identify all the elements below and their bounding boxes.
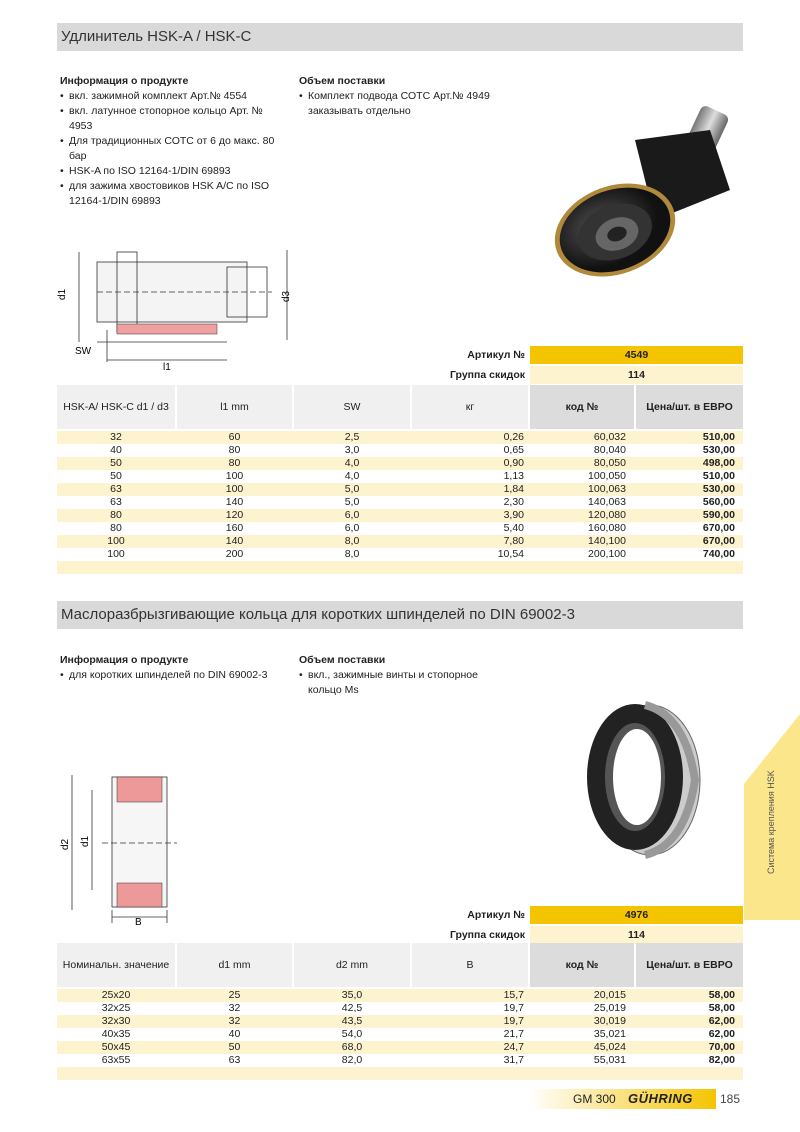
table-row <box>57 561 743 574</box>
table-row <box>57 522 743 535</box>
product-info-2 <box>60 653 290 683</box>
supply-heading: Объем поставки <box>299 654 386 666</box>
table-cell: 35,021 <box>593 1028 626 1040</box>
table-cell <box>530 1067 626 1080</box>
table-cell: 19,7 <box>503 1002 524 1014</box>
table-row <box>57 444 743 457</box>
table-cell: 80,040 <box>593 444 626 456</box>
table-cell: 0,65 <box>503 444 524 456</box>
table-cell: 32 <box>228 1015 241 1027</box>
table-cell: 80 <box>228 444 241 456</box>
article-block-1 <box>380 346 743 382</box>
table-cell: 4,0 <box>344 457 360 469</box>
table-cell: 58,00 <box>708 1002 735 1014</box>
info-item: • вкл. зажимной комплект Арт.№ 4554 <box>60 89 275 104</box>
table-cell: 50x45 <box>101 1041 131 1053</box>
discount-value: 114 <box>530 366 743 384</box>
table-cell: 2,5 <box>344 431 360 443</box>
table-cell: 740,00 <box>702 548 735 560</box>
table-cell <box>294 561 410 574</box>
table-cell: 63x55 <box>101 1054 131 1066</box>
table-cell: 3,90 <box>503 509 524 521</box>
col-header: код № <box>530 943 634 987</box>
table-cell: 8,0 <box>344 548 360 560</box>
info-heading: Информация о продукте <box>60 75 189 87</box>
table-cell: 200 <box>225 548 244 560</box>
table-cell: 80 <box>228 457 241 469</box>
table-cell: 1,84 <box>503 483 524 495</box>
table-row <box>57 509 743 522</box>
table-cell <box>412 1067 524 1080</box>
table-cell: 58,00 <box>708 989 735 1001</box>
table-cell: 50 <box>110 470 122 482</box>
table-cell: 50 <box>110 457 122 469</box>
table-cell: 100 <box>225 470 244 482</box>
table-cell: 19,7 <box>503 1015 524 1027</box>
table-cell: 8,0 <box>344 535 360 547</box>
col-header: d2 mm <box>294 943 410 987</box>
table-cell: 530,00 <box>702 444 735 456</box>
table-row <box>57 431 743 444</box>
info-item: • HSK-A по ISO 12164-1/DIN 69893 <box>60 164 275 179</box>
col-header: l1 mm <box>177 385 292 429</box>
table-cell <box>57 561 175 574</box>
table-cell: 25,019 <box>593 1002 626 1014</box>
footer <box>530 1089 743 1109</box>
table-cell: 30,019 <box>593 1015 626 1027</box>
col-header: Цена/шт. в ЕВРО <box>636 943 743 987</box>
table-cell: 5,0 <box>344 496 360 508</box>
table-cell: 45,024 <box>593 1041 626 1053</box>
table-cell <box>177 561 292 574</box>
side-tab-label: Система крепления HSK <box>766 770 776 874</box>
col-header: Цена/шт. в ЕВРО <box>636 385 743 429</box>
table-cell: 70,00 <box>708 1041 735 1053</box>
article-number: 4549 <box>530 346 743 364</box>
extension-photo <box>545 100 745 285</box>
extension-drawing <box>57 242 302 372</box>
table-cell: 100 <box>107 548 125 560</box>
col-header: HSK-A/ HSK-C d1 / d3 <box>57 385 175 429</box>
table-cell: 140,063 <box>588 496 626 508</box>
oil-ring-photo <box>575 695 705 860</box>
table-cell: 560,00 <box>702 496 735 508</box>
table-row <box>57 1041 743 1054</box>
col-header: SW <box>294 385 410 429</box>
table-cell: 15,7 <box>503 989 524 1001</box>
table-cell: 32 <box>228 1002 241 1014</box>
table-cell: 510,00 <box>702 431 735 443</box>
table-cell: 510,00 <box>702 470 735 482</box>
table-row <box>57 1002 743 1015</box>
table-cell: 31,7 <box>503 1054 524 1066</box>
table-cell <box>177 1067 292 1080</box>
table-cell: 60 <box>228 431 241 443</box>
table-cell: 63 <box>110 496 122 508</box>
info-item: • вкл. латунное стопорное кольцо Арт. № 4953 <box>60 104 275 134</box>
table-cell: 100,063 <box>588 483 626 495</box>
table-cell: 60,032 <box>593 431 626 443</box>
table-cell: 32 <box>110 431 122 443</box>
dim-b: B <box>135 917 142 925</box>
oil-ring-drawing <box>57 765 187 925</box>
table-row <box>57 1054 743 1067</box>
table-cell: 120 <box>225 509 244 521</box>
table-cell: 0,26 <box>503 431 524 443</box>
table-cell: 43,5 <box>341 1015 363 1027</box>
table-cell: 4,0 <box>344 470 360 482</box>
table-cell: 140 <box>225 535 244 547</box>
supply-info-1 <box>299 74 514 119</box>
table-cell: 40 <box>228 1028 241 1040</box>
supply-item: • вкл., зажимные винты и стопорное кольцо Ms <box>299 668 479 698</box>
section-title-oil-rings: Маслоразбрызгивающие кольца для коротких шпинделей по DIN 69002-3 <box>57 601 743 629</box>
side-tab <box>744 714 800 920</box>
discount-label: Группа скидок <box>450 929 525 941</box>
table-cell: 100 <box>107 535 125 547</box>
product-info-1 <box>60 74 275 209</box>
page-number: 185 <box>720 1092 741 1106</box>
table-cell: 40 <box>110 444 122 456</box>
table-cell <box>412 561 524 574</box>
table-cell: 10,54 <box>497 548 524 560</box>
table-row <box>57 548 743 561</box>
table-row <box>57 483 743 496</box>
table-cell: 25 <box>228 989 241 1001</box>
table-cell: 200,100 <box>588 548 626 560</box>
col-header: код № <box>530 385 634 429</box>
table-cell: 82,0 <box>341 1054 363 1066</box>
table-cell <box>530 561 626 574</box>
table-cell: 25x20 <box>101 989 131 1001</box>
article-label: Артикул № <box>467 349 525 361</box>
discount-label: Группа скидок <box>450 369 525 381</box>
table-cell: 40x35 <box>101 1028 131 1040</box>
table-cell: 5,0 <box>344 483 360 495</box>
table-cell: 160 <box>225 522 244 534</box>
oil-ring-table <box>57 943 743 1078</box>
discount-value: 114 <box>530 926 743 944</box>
table-cell: 62,00 <box>708 1028 735 1040</box>
dim-l1: l1 <box>163 362 171 372</box>
article-block-2 <box>380 906 743 942</box>
table-cell <box>57 1067 175 1080</box>
table-cell <box>636 1067 735 1080</box>
article-label: Артикул № <box>467 909 525 921</box>
table-row <box>57 989 743 1002</box>
table-row <box>57 457 743 470</box>
brand-logo: GÜHRING <box>628 1091 693 1106</box>
table-cell: 55,031 <box>593 1054 626 1066</box>
info-heading: Информация о продукте <box>60 654 189 666</box>
table-cell: 1,13 <box>503 470 524 482</box>
catalog-code: GM 300 <box>573 1092 616 1106</box>
table-cell: 140 <box>225 496 244 508</box>
info-item: • для коротких шпинделей по DIN 69002-3 <box>60 668 290 683</box>
info-item: • для зажима хвостовиков HSK A/C по ISO 12164-1/DIN 69893 <box>60 179 275 209</box>
table-cell: 32x25 <box>101 1002 131 1014</box>
table-row <box>57 1067 743 1080</box>
col-header: d1 mm <box>177 943 292 987</box>
extension-table <box>57 385 743 570</box>
supply-heading: Объем поставки <box>299 75 386 87</box>
table-cell: 590,00 <box>702 509 735 521</box>
table-cell: 7,80 <box>503 535 524 547</box>
table-cell: 20,015 <box>593 989 626 1001</box>
table-row <box>57 470 743 483</box>
table-cell: 6,0 <box>344 522 360 534</box>
table-cell: 3,0 <box>344 444 360 456</box>
table-cell: 24,7 <box>503 1041 524 1053</box>
table-cell: 2,30 <box>503 496 524 508</box>
table-cell: 80 <box>110 509 122 521</box>
table-cell <box>636 561 735 574</box>
table-cell: 5,40 <box>503 522 524 534</box>
table-cell: 42,5 <box>341 1002 363 1014</box>
table-cell: 6,0 <box>344 509 360 521</box>
col-header: Номинальн. значение <box>57 943 175 987</box>
table-cell: 530,00 <box>702 483 735 495</box>
table-cell: 100,050 <box>588 470 626 482</box>
section-title-extension: Удлинитель HSK-A / HSK-C <box>57 23 743 51</box>
col-header: кг <box>412 385 528 429</box>
table-row <box>57 1028 743 1041</box>
table-cell: 63 <box>228 1054 241 1066</box>
table-cell: 100 <box>225 483 244 495</box>
table-cell <box>294 1067 410 1080</box>
table-row <box>57 1015 743 1028</box>
table-row <box>57 535 743 548</box>
article-number: 4976 <box>530 906 743 924</box>
table-row <box>57 496 743 509</box>
table-cell: 498,00 <box>702 457 735 469</box>
dim-d2: d2 <box>60 838 71 850</box>
table-cell: 140,100 <box>588 535 626 547</box>
dim-d1: d1 <box>80 835 91 847</box>
table-cell: 0,90 <box>503 457 524 469</box>
table-cell: 54,0 <box>341 1028 363 1040</box>
table-cell: 32x30 <box>101 1015 131 1027</box>
table-cell: 35,0 <box>341 989 363 1001</box>
table-cell: 68,0 <box>341 1041 363 1053</box>
table-cell: 62,00 <box>708 1015 735 1027</box>
supply-info-2 <box>299 653 479 698</box>
info-item: • Для традиционных СОТС от 6 до макс. 80 бар <box>60 134 275 164</box>
table-cell: 120,080 <box>588 509 626 521</box>
table-cell: 63 <box>110 483 122 495</box>
dim-d1: d1 <box>57 288 68 300</box>
table-cell: 80 <box>110 522 122 534</box>
table-cell: 82,00 <box>708 1054 735 1066</box>
table-cell: 670,00 <box>702 535 735 547</box>
dim-d3: d3 <box>281 290 292 302</box>
table-cell: 160,080 <box>588 522 626 534</box>
dim-sw: SW <box>75 346 92 357</box>
table-cell: 80,050 <box>593 457 626 469</box>
supply-item: • Комплект подвода СОТС Арт.№ 4949 заказывать отдельно <box>299 89 514 119</box>
table-cell: 21,7 <box>503 1028 524 1040</box>
col-header: B <box>412 943 528 987</box>
table-cell: 670,00 <box>702 522 735 534</box>
table-cell: 50 <box>228 1041 241 1053</box>
